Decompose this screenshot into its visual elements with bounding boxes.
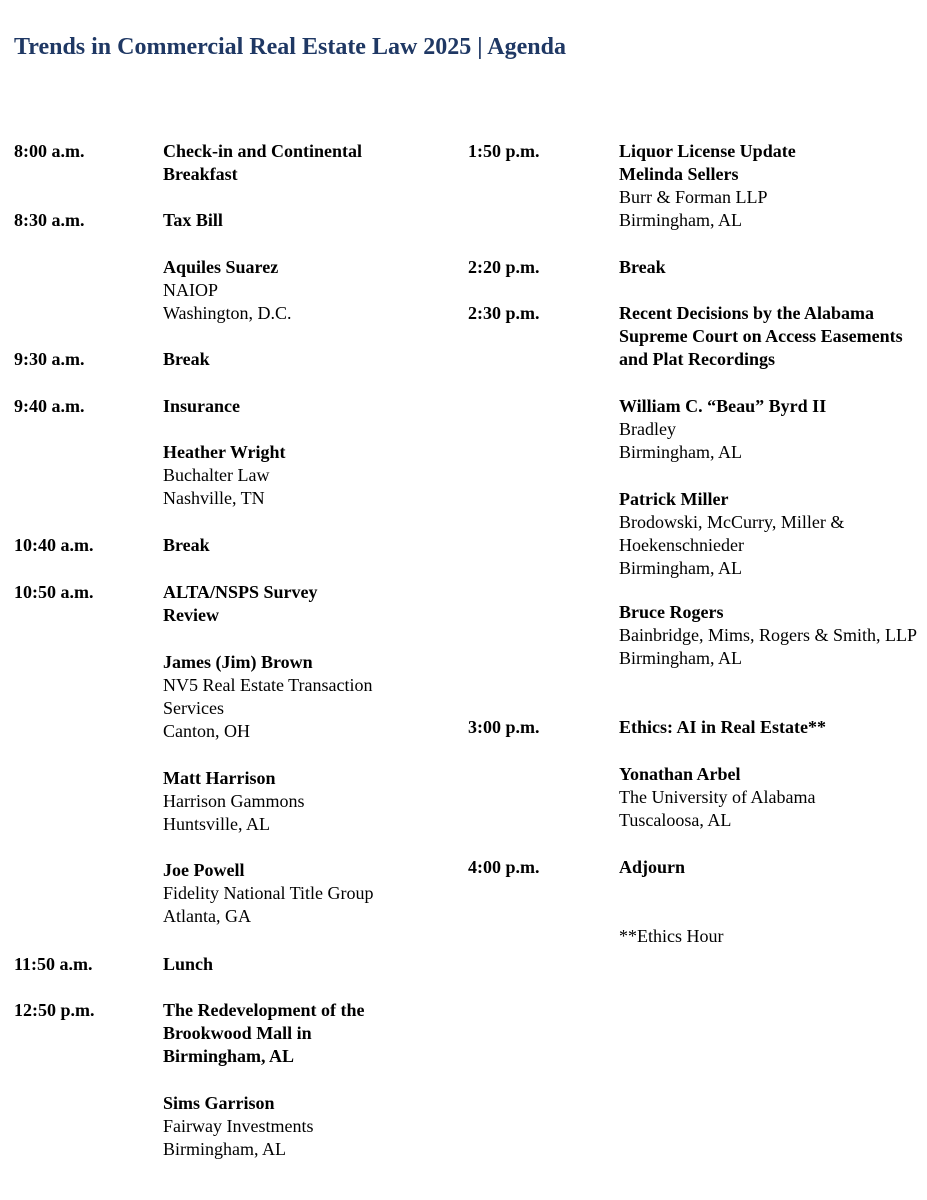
session-title: Tax Bill (163, 210, 223, 230)
speaker-location: Birmingham, AL (619, 558, 742, 578)
time-label: 2:20 p.m. (468, 257, 540, 277)
speaker-organization: Brodowski, McCurry, Miller & Hoekenschnieder (619, 512, 845, 555)
speaker-name: Joe Powell (163, 860, 245, 880)
session-title: Ethics: AI in Real Estate** (619, 717, 826, 737)
session-title: Break (163, 349, 210, 369)
speaker-block (619, 763, 914, 832)
speaker-name: Matt Harrison (163, 768, 276, 788)
session-title: Liquor License Update (619, 141, 796, 161)
speaker-organization: Fairway Investments (163, 1116, 314, 1136)
speaker-organization: Bainbridge, Mims, Rogers & Smith, LLP (619, 625, 918, 645)
speaker-block (619, 163, 914, 232)
time-label: 4:00 p.m. (468, 857, 540, 877)
speaker-organization: The University of Alabama (619, 787, 816, 807)
speaker-block (619, 601, 919, 670)
time-label: 12:50 p.m. (14, 1000, 95, 1020)
time-label: 2:30 p.m. (468, 303, 540, 323)
speaker-name: Aquiles Suarez (163, 257, 279, 277)
session-title: Break (163, 535, 210, 555)
ethics-footnote: **Ethics Hour (619, 926, 724, 946)
speaker-name: William C. “Beau” Byrd II (619, 396, 827, 416)
speaker-block (163, 1092, 433, 1161)
speaker-location: Birmingham, AL (619, 648, 742, 668)
speaker-organization: Fidelity National Title Group (163, 883, 374, 903)
session-title: The Redevelopment of the Brookwood Mall in Birmingham, AL (163, 1000, 365, 1066)
speaker-name: Bruce Rogers (619, 602, 724, 622)
speaker-location: Canton, OH (163, 721, 250, 741)
time-label: 10:50 a.m. (14, 582, 94, 602)
speaker-location: Nashville, TN (163, 488, 265, 508)
speaker-location: Washington, D.C. (163, 303, 292, 323)
time-label: 10:40 a.m. (14, 535, 94, 555)
speaker-location: Birmingham, AL (163, 1139, 286, 1159)
speaker-location: Birmingham, AL (619, 210, 742, 230)
speaker-organization: NV5 Real Estate Transaction Services (163, 675, 373, 718)
time-label: 9:40 a.m. (14, 396, 85, 416)
speaker-organization: NAIOP (163, 280, 219, 300)
speaker-location: Atlanta, GA (163, 906, 251, 926)
speaker-name: Yonathan Arbel (619, 764, 741, 784)
session-title: Recent Decisions by the Alabama Supreme Court on Access Easements and Plat Recordings (619, 303, 903, 369)
speaker-organization: Buchalter Law (163, 465, 270, 485)
speaker-block (163, 441, 433, 510)
speaker-name: Sims Garrison (163, 1093, 275, 1113)
speaker-location: Birmingham, AL (619, 442, 742, 462)
page-title: Trends in Commercial Real Estate Law 2025 | Agenda (14, 34, 566, 60)
speaker-organization: Burr & Forman LLP (619, 187, 768, 207)
time-label: 1:50 p.m. (468, 141, 540, 161)
speaker-location: Huntsville, AL (163, 814, 270, 834)
speaker-block (163, 651, 413, 743)
time-label: 9:30 a.m. (14, 349, 85, 369)
speaker-organization: Harrison Gammons (163, 791, 305, 811)
time-label: 3:00 p.m. (468, 717, 540, 737)
session-title: Lunch (163, 954, 214, 974)
speaker-name: Heather Wright (163, 442, 286, 462)
time-label: 8:30 a.m. (14, 210, 85, 230)
session-title: ALTA/NSPS Survey Review (163, 582, 318, 625)
speaker-block (163, 767, 433, 836)
speaker-name: Patrick Miller (619, 489, 729, 509)
speaker-block (619, 488, 904, 580)
speaker-name: James (Jim) Brown (163, 652, 313, 672)
speaker-name: Melinda Sellers (619, 164, 739, 184)
speaker-organization: Bradley (619, 419, 676, 439)
time-label: 8:00 a.m. (14, 141, 85, 161)
speaker-location: Tuscaloosa, AL (619, 810, 732, 830)
session-title: Adjourn (619, 857, 686, 877)
time-label: 11:50 a.m. (14, 954, 93, 974)
speaker-block (163, 859, 438, 928)
session-title: Break (619, 257, 666, 277)
session-title: Check-in and Continental Breakfast (163, 141, 363, 184)
speaker-block (163, 256, 433, 325)
session-title: Insurance (163, 396, 241, 416)
speaker-block (619, 395, 914, 464)
